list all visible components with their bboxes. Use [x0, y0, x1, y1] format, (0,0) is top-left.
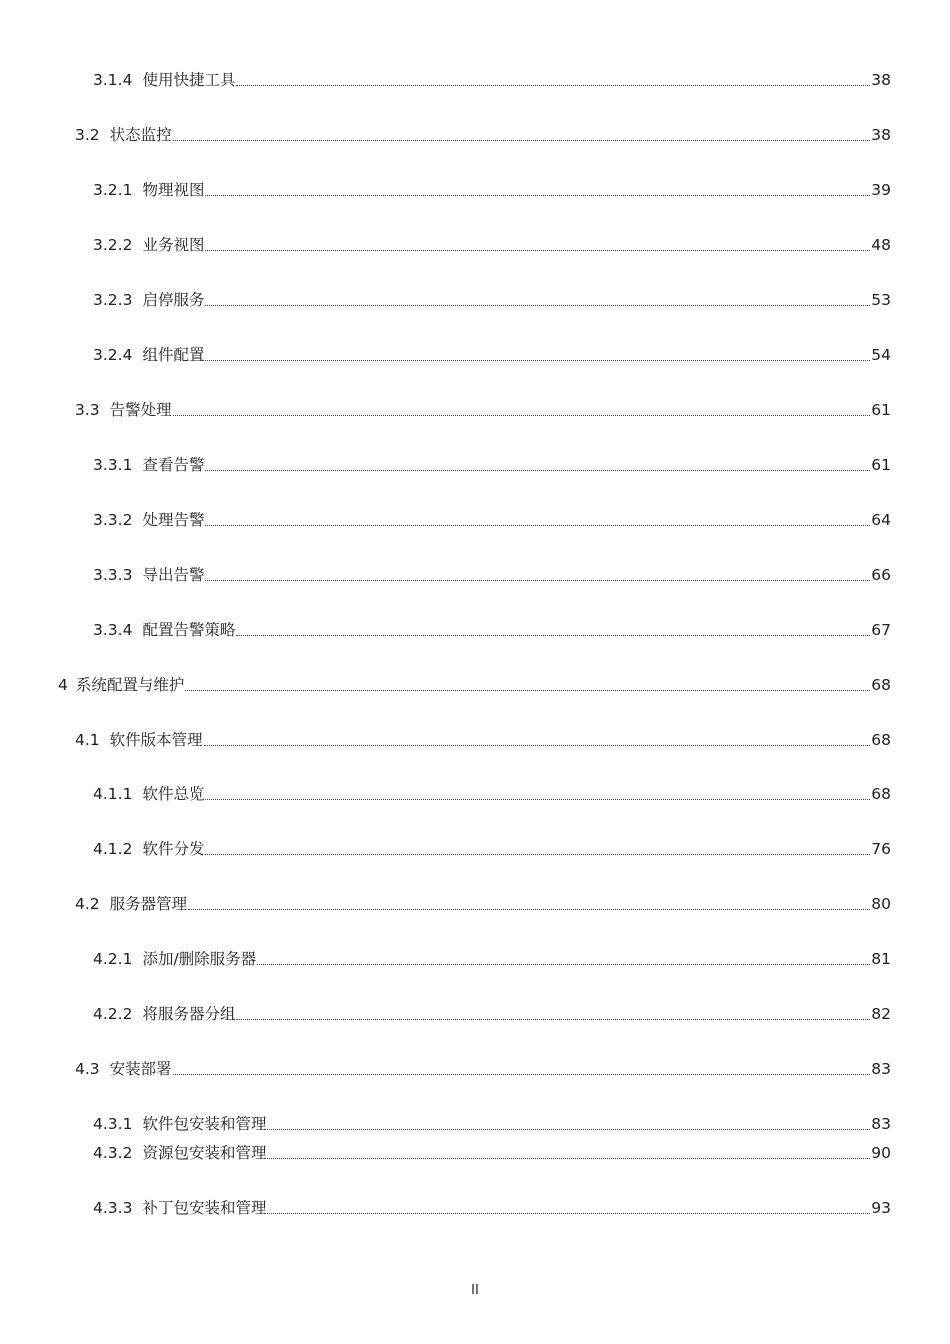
toc-entry-page: 61	[871, 401, 891, 419]
page-footer-number: II	[471, 1283, 479, 1298]
toc-entry-number: 3.3.4	[93, 621, 133, 639]
toc-entry-title: 物理视图	[142, 181, 205, 199]
toc-entry-page: 61	[871, 456, 891, 474]
toc-entry-3-1-4[interactable]	[93, 70, 891, 90]
toc-entry-page: 80	[871, 895, 891, 913]
toc-entry-4-1-2[interactable]	[93, 839, 891, 859]
toc-entry-page: 76	[871, 840, 891, 858]
toc-entry-page: 38	[871, 71, 891, 89]
toc-entry-title: 查看告警	[142, 456, 205, 474]
toc-dot-leader	[236, 635, 870, 636]
toc-entry-number: 3.3.2	[93, 511, 133, 529]
toc-entry-title: 软件分发	[142, 840, 205, 858]
toc-entry-page: 83	[871, 1060, 891, 1078]
toc-entry-number: 3.3.3	[93, 566, 133, 584]
toc-entry-number: 4	[58, 676, 68, 694]
toc-entry-title: 组件配置	[142, 346, 205, 364]
toc-entry-number: 4.1.1	[93, 785, 133, 803]
toc-dot-leader	[205, 250, 870, 251]
toc-entry-number: 4.3.2	[93, 1144, 133, 1162]
toc-entry-number: 3.2.3	[93, 291, 133, 309]
toc-entry-4-3[interactable]	[75, 1059, 891, 1079]
toc-entry-title: 软件包安装和管理	[142, 1115, 267, 1133]
toc-entry-4-3-2[interactable]	[93, 1143, 891, 1163]
toc-entry-title: 配置告警策略	[142, 621, 236, 639]
toc-entry-page: 38	[871, 126, 891, 144]
toc-entry-number: 4.1	[75, 731, 100, 749]
toc-entry-page: 68	[871, 676, 891, 694]
toc-dot-leader	[204, 745, 871, 746]
toc-dot-leader	[267, 1158, 870, 1159]
toc-entry-title: 服务器管理	[109, 895, 188, 913]
toc-entry-title: 系统配置与维护	[75, 676, 185, 694]
toc-entry-page: 67	[871, 621, 891, 639]
toc-entry-4-2[interactable]	[75, 894, 891, 914]
toc-entry-title: 处理告警	[142, 511, 205, 529]
toc-entry-title: 业务视图	[142, 236, 205, 254]
toc-entry-title: 使用快捷工具	[142, 71, 236, 89]
toc-entry-3-2-4[interactable]	[93, 345, 891, 365]
toc-dot-leader	[205, 525, 870, 526]
toc-entry-page: 68	[871, 731, 891, 749]
toc-dot-leader	[205, 799, 870, 800]
toc-dot-leader	[173, 1074, 871, 1075]
toc-entry-3-2-1[interactable]	[93, 180, 891, 200]
toc-entry-title: 资源包安装和管理	[142, 1144, 267, 1162]
toc-entry-page: 48	[871, 236, 891, 254]
toc-entry-number: 3.2.2	[93, 236, 133, 254]
toc-entry-4[interactable]	[58, 675, 891, 695]
toc-entry-3-3-4[interactable]	[93, 620, 891, 640]
toc-entry-4-3-1[interactable]	[93, 1114, 891, 1134]
toc-entry-title: 告警处理	[109, 401, 172, 419]
toc-entry-number: 4.3.3	[93, 1199, 133, 1217]
toc-entry-page: 39	[871, 181, 891, 199]
toc-entry-3-2-2[interactable]	[93, 235, 891, 255]
toc-entry-4-1[interactable]	[75, 730, 891, 750]
toc-entry-number: 4.3	[75, 1060, 100, 1078]
toc-dot-leader	[205, 305, 870, 306]
toc-entry-number: 4.1.2	[93, 840, 133, 858]
toc-entry-page: 53	[871, 291, 891, 309]
toc-dot-leader	[236, 1019, 870, 1020]
toc-entry-title: 启停服务	[142, 291, 205, 309]
toc-entry-number: 4.2	[75, 895, 100, 913]
toc-entry-page: 90	[871, 1144, 891, 1162]
toc-entry-number: 3.2.4	[93, 346, 133, 364]
toc-entry-number: 3.2.1	[93, 181, 133, 199]
toc-dot-leader	[257, 964, 870, 965]
toc-dot-leader	[185, 690, 870, 691]
toc-entry-title: 安装部署	[109, 1060, 172, 1078]
toc-entry-title: 补丁包安装和管理	[142, 1199, 267, 1217]
toc-dot-leader	[205, 470, 870, 471]
toc-dot-leader	[188, 909, 870, 910]
toc-entry-title: 软件版本管理	[109, 731, 203, 749]
toc-dot-leader	[236, 85, 870, 86]
toc-entry-page: 66	[871, 566, 891, 584]
toc-entry-title: 导出告警	[142, 566, 205, 584]
toc-entry-number: 3.3.1	[93, 456, 133, 474]
toc-dot-leader	[205, 360, 870, 361]
toc-dot-leader	[205, 854, 870, 855]
toc-entry-3-3-1[interactable]	[93, 455, 891, 475]
toc-entry-page: 81	[871, 950, 891, 968]
toc-entry-number: 3.3	[75, 401, 100, 419]
toc-entry-page: 64	[871, 511, 891, 529]
toc-dot-leader	[173, 140, 871, 141]
toc-entry-title: 将服务器分组	[142, 1005, 236, 1023]
toc-entry-title: 添加/删除服务器	[142, 950, 257, 968]
toc-entry-number: 4.2.1	[93, 950, 133, 968]
toc-entry-3-3[interactable]	[75, 400, 891, 420]
toc-dot-leader	[267, 1213, 870, 1214]
toc-entry-page: 82	[871, 1005, 891, 1023]
toc-dot-leader	[205, 580, 870, 581]
toc-entry-3-3-2[interactable]	[93, 510, 891, 530]
toc-entry-page: 83	[871, 1115, 891, 1133]
toc-entry-3-2[interactable]	[75, 125, 891, 145]
toc-entry-page: 54	[871, 346, 891, 364]
toc-entry-number: 4.3.1	[93, 1115, 133, 1133]
toc-dot-leader	[205, 195, 870, 196]
toc-entry-number: 3.1.4	[93, 71, 133, 89]
toc-entry-4-3-3[interactable]	[93, 1198, 891, 1218]
toc-entry-4-1-1[interactable]	[93, 784, 891, 804]
toc-entry-number: 4.2.2	[93, 1005, 133, 1023]
toc-entry-title: 状态监控	[109, 126, 172, 144]
toc-entry-number: 3.2	[75, 126, 100, 144]
toc-entry-3-2-3[interactable]	[93, 290, 891, 310]
toc-entry-title: 软件总览	[142, 785, 205, 803]
toc-entry-page: 68	[871, 785, 891, 803]
toc-entry-4-2-2[interactable]	[93, 1004, 891, 1024]
toc-entry-3-3-3[interactable]	[93, 565, 891, 585]
toc-entry-page: 93	[871, 1199, 891, 1217]
toc-dot-leader	[267, 1129, 870, 1130]
toc-dot-leader	[173, 415, 871, 416]
toc-entry-4-2-1[interactable]	[93, 949, 891, 969]
